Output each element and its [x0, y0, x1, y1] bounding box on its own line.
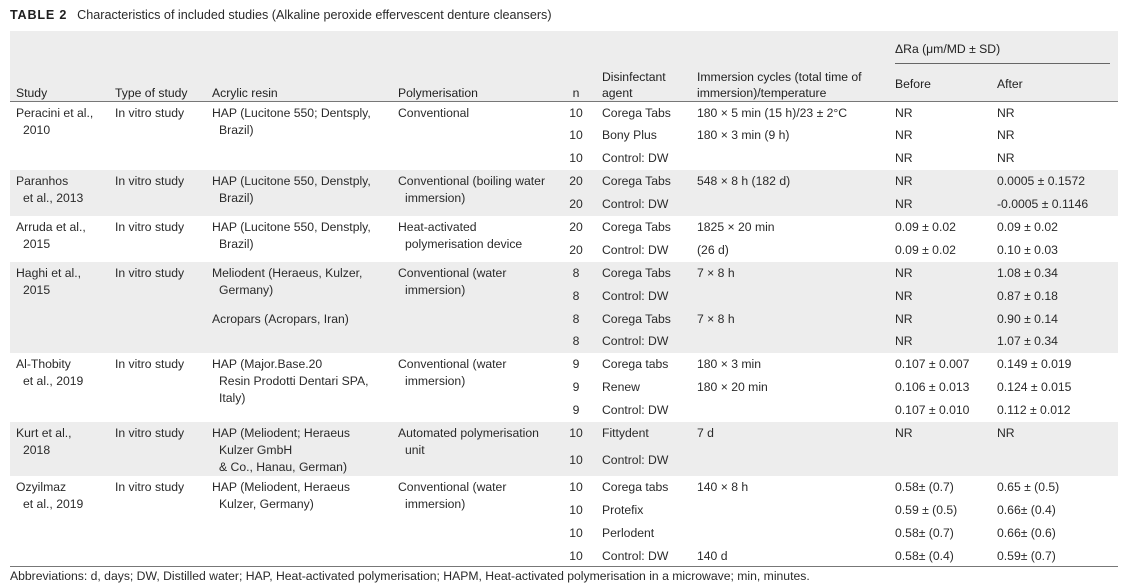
table-header	[10, 31, 1118, 102]
after-cell: NR	[997, 425, 1015, 440]
header-agent: Disinfectant agent	[602, 70, 666, 100]
table-row	[10, 353, 1118, 376]
study-group	[10, 102, 1118, 171]
agent-cell: Control: DW	[602, 197, 669, 212]
cycles-cell: 140 × 8 h	[697, 479, 749, 494]
before-cell: 0.58± (0.7)	[895, 525, 954, 540]
before-cell: NR	[895, 288, 913, 303]
table-row	[10, 170, 1118, 193]
n-cell: 8	[572, 311, 580, 326]
study-cell: Peracini et al., 2010	[16, 106, 94, 137]
type-cell: In vitro study	[115, 219, 185, 234]
before-cell: 0.107 ± 0.010	[895, 403, 970, 418]
n-cell: 10	[569, 106, 583, 120]
study-cell: Ozyilmaz et al., 2019	[16, 479, 84, 511]
resin-cell: HAP (Lucitone 550; Dentsply, Brazil)	[212, 106, 371, 137]
after-cell: -0.0005 ± 0.1146	[997, 197, 1089, 212]
after-cell: 1.07 ± 0.34	[997, 334, 1058, 349]
cycles-cell: 140 d	[697, 548, 728, 563]
polymerisation-cell: Conventional (boiling water immersion)	[398, 174, 546, 206]
cycles-cell: (26 d)	[697, 242, 729, 257]
n-cell: 8	[572, 288, 580, 303]
study-group	[10, 422, 1118, 476]
before-cell: 0.106 ± 0.013	[895, 380, 970, 395]
study-cell: Al-Thobity et al., 2019	[16, 357, 84, 389]
type-cell: In vitro study	[115, 425, 185, 440]
study-group	[10, 476, 1118, 568]
before-cell: NR	[895, 425, 913, 440]
n-cell: 20	[569, 219, 583, 234]
after-cell: 0.66± (0.4)	[997, 502, 1056, 517]
cycles-cell	[691, 330, 889, 353]
agent-cell: Corega tabs	[602, 479, 669, 494]
study-cell: Kurt et al., 2018	[16, 425, 72, 457]
agent-cell: Protefix	[602, 502, 644, 517]
before-cell: 0.58± (0.4)	[895, 548, 954, 563]
table-title: Characteristics of included studies (Alkaline peroxide effervescent denture cleansers)	[77, 8, 552, 22]
agent-cell: Control: DW	[602, 334, 669, 349]
agent-cell: Control: DW	[602, 548, 669, 563]
polymerisation-cell: Conventional (water immersion)	[398, 265, 507, 297]
before-cell: 0.107 ± 0.007	[895, 357, 970, 372]
cycles-cell: 7 × 8 h	[697, 265, 735, 280]
agent-cell: Control: DW	[602, 403, 669, 418]
resin-cell: HAP (Lucitone 550, Denstply, Brazil)	[212, 174, 371, 206]
before-cell: NR	[895, 334, 913, 349]
after-cell: NR	[997, 128, 1015, 143]
agent-cell: Control: DW	[602, 151, 669, 166]
before-cell: NR	[895, 106, 913, 120]
cycles-cell	[691, 193, 889, 216]
before-cell: NR	[895, 151, 913, 166]
header-study: Study	[16, 86, 48, 100]
polymerisation-cell: Conventional (water immersion)	[398, 479, 507, 511]
header-cycles: Immersion cycles (total time of immersion)/temperature	[697, 70, 862, 100]
n-cell: 10	[569, 479, 583, 494]
agent-cell: Fittydent	[602, 425, 649, 440]
before-cell	[889, 449, 991, 476]
n-cell: 8	[572, 265, 580, 280]
n-cell: 9	[572, 357, 580, 372]
table-footnote: Abbreviations: d, days; DW, Distilled water; HAP, Heat-activated polymerisation; HAPM, Heat-activated polymerisation in a microwave; min, minutes.	[10, 566, 1118, 583]
after-cell: 0.66± (0.6)	[997, 525, 1056, 540]
polymerisation-cell: Automated polymerisation unit	[398, 425, 539, 457]
after-cell: 0.10 ± 0.03	[997, 242, 1058, 257]
polymerisation-cell: Heat-activated polymerisation device	[398, 219, 523, 251]
resin-cell: Meliodent (Heraeus, Kulzer, Germany)	[212, 265, 363, 297]
before-cell: NR	[895, 197, 913, 212]
before-cell: NR	[895, 174, 913, 189]
cycles-cell	[691, 147, 889, 170]
agent-cell: Corega tabs	[602, 357, 669, 372]
cycles-cell: 548 × 8 h (182 d)	[697, 174, 791, 189]
resin-cell: HAP (Lucitone 550, Denstply, Brazil)	[212, 219, 371, 251]
type-cell: In vitro study	[115, 479, 185, 494]
header-before: Before	[895, 77, 931, 91]
type-cell: In vitro study	[115, 174, 185, 189]
study-cell: Arruda et al., 2015	[16, 219, 86, 251]
agent-cell: Control: DW	[602, 452, 669, 467]
header-resin: Acrylic resin	[212, 86, 278, 100]
n-cell: 10	[569, 548, 583, 563]
n-cell: 9	[572, 403, 580, 418]
study-group	[10, 262, 1118, 354]
type-cell: In vitro study	[115, 106, 185, 120]
after-cell	[991, 449, 1118, 476]
after-cell: NR	[997, 106, 1015, 120]
cycles-cell: 1825 × 20 min	[697, 219, 775, 234]
agent-cell: Perlodent	[602, 525, 655, 540]
before-cell: NR	[895, 265, 913, 280]
before-cell: 0.59 ± (0.5)	[895, 502, 958, 517]
agent-cell: Corega Tabs	[602, 219, 671, 234]
after-cell: NR	[997, 151, 1015, 166]
study-group	[10, 170, 1118, 216]
resin-cell: HAP (Meliodent; Heraeus Kulzer GmbH & Co., Hanau, German)	[212, 425, 350, 474]
study-group	[10, 353, 1118, 422]
n-cell: 20	[569, 242, 583, 257]
table-row	[10, 216, 1118, 239]
agent-cell: Control: DW	[602, 242, 669, 257]
polymerisation-cell: Conventional (water immersion)	[398, 357, 507, 389]
header-polymerisation: Polymerisation	[398, 86, 478, 100]
n-cell: 10	[569, 151, 583, 166]
type-cell: In vitro study	[115, 265, 185, 280]
before-cell: NR	[895, 311, 913, 326]
before-cell: 0.09 ± 0.02	[895, 242, 956, 257]
after-cell: 0.124 ± 0.015	[997, 380, 1072, 395]
after-cell: 0.87 ± 0.18	[997, 288, 1058, 303]
n-cell: 10	[569, 425, 583, 440]
cycles-cell	[691, 399, 889, 422]
before-cell: 0.58± (0.7)	[895, 479, 954, 494]
after-cell: 0.149 ± 0.019	[997, 357, 1072, 372]
agent-cell: Corega Tabs	[602, 265, 671, 280]
cycles-cell	[691, 449, 889, 476]
header-type: Type of study	[115, 86, 188, 100]
agent-cell: Corega Tabs	[602, 311, 671, 326]
table-label: TABLE 2	[10, 8, 68, 22]
n-cell: 10	[569, 502, 583, 517]
agent-cell: Corega Tabs	[602, 106, 671, 120]
cycles-cell	[691, 499, 889, 522]
after-cell: 0.59± (0.7)	[997, 548, 1056, 563]
header-n: n	[572, 86, 580, 100]
agent-cell: Corega Tabs	[602, 174, 671, 189]
study-cell: Haghi et al., 2015	[16, 265, 82, 297]
study-group	[10, 216, 1118, 262]
header-delta-ra: ΔRa (μm/MD ± SD)	[889, 31, 1118, 64]
after-cell: 0.90 ± 0.14	[997, 311, 1058, 326]
header-after: After	[997, 77, 1023, 91]
table-row	[10, 422, 1118, 449]
cycles-cell: 180 × 3 min (9 h)	[697, 128, 790, 143]
after-cell: 1.08 ± 0.34	[997, 265, 1058, 280]
n-cell: 20	[569, 197, 583, 212]
n-cell: 10	[569, 525, 583, 540]
agent-cell: Bony Plus	[602, 128, 657, 143]
before-cell: 0.09 ± 0.02	[895, 219, 956, 234]
cycles-cell: 180 × 5 min (15 h)/23 ± 2°C	[697, 106, 848, 120]
cycles-cell: 180 × 3 min	[697, 357, 762, 372]
table-row	[10, 102, 1118, 125]
after-cell: 0.09 ± 0.02	[997, 219, 1058, 234]
cycles-cell: 180 × 20 min	[697, 380, 768, 395]
after-cell: 0.65 ± (0.5)	[997, 479, 1060, 494]
after-cell: 0.0005 ± 0.1572	[997, 174, 1086, 189]
polymerisation-cell: Conventional	[398, 106, 470, 120]
studies-table	[10, 31, 1118, 568]
resin-cell: Acropars (Acropars, Iran)	[212, 311, 349, 326]
table-row	[10, 262, 1118, 285]
cycles-cell	[691, 285, 889, 308]
resin-cell: HAP (Major.Base.20 Resin Prodotti Dentari SPA, Italy)	[212, 357, 369, 406]
after-cell: 0.112 ± 0.012	[997, 403, 1071, 418]
agent-cell: Renew	[602, 380, 640, 395]
table-row	[10, 476, 1118, 499]
n-cell: 10	[569, 128, 583, 143]
n-cell: 10	[569, 452, 583, 467]
type-cell: In vitro study	[115, 357, 185, 372]
n-cell: 20	[569, 174, 583, 189]
cycles-cell	[691, 522, 889, 545]
table-caption	[10, 8, 552, 22]
cycles-cell: 7 × 8 h	[697, 311, 735, 326]
agent-cell: Control: DW	[602, 288, 669, 303]
study-cell: Paranhos et al., 2013	[16, 174, 84, 206]
n-cell: 9	[572, 380, 580, 395]
before-cell: NR	[895, 128, 913, 143]
cycles-cell: 7 d	[697, 425, 714, 440]
n-cell: 8	[572, 334, 580, 349]
resin-cell: HAP (Meliodent, Heraeus Kulzer, Germany)	[212, 479, 350, 511]
